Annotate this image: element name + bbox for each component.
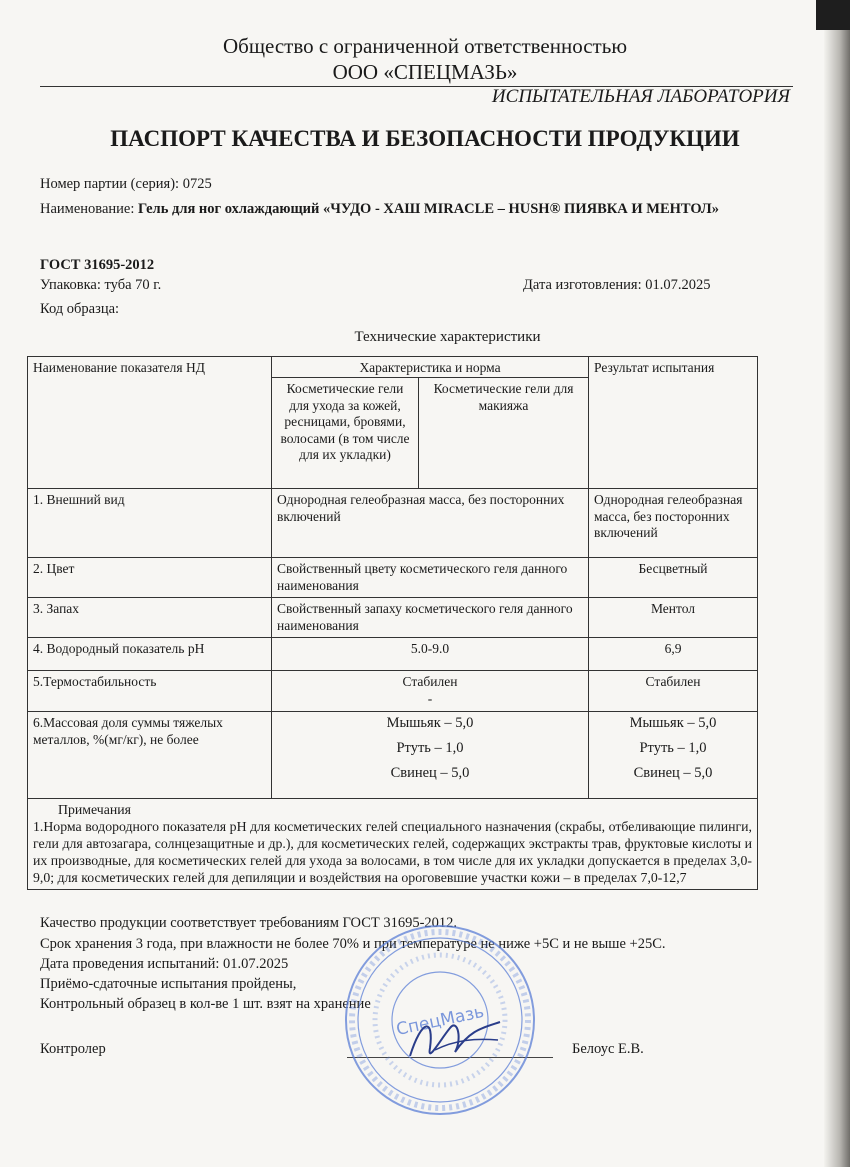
acceptance-tests: Приёмо-сдаточные испытания пройдены,: [40, 976, 297, 992]
row-indicator: 6.Массовая доля суммы тяжелых металлов, %(мг/кг), не более: [28, 712, 272, 799]
result-arsenic: Мышьяк – 5,0: [629, 715, 717, 732]
lab-name: ИСПЫТАТЕЛЬНАЯ ЛАБОРАТОРИЯ: [491, 86, 790, 107]
controller-label: Контролер: [40, 1041, 106, 1057]
norm-lead: Свинец – 5,0: [390, 764, 470, 781]
row-result: Стабилен: [589, 671, 758, 712]
row-result: [589, 712, 758, 799]
table-row: [28, 712, 758, 799]
row-indicator: 1. Внешний вид: [28, 489, 272, 558]
shelf-life: Срок хранения 3 года, при влажности не более 70% и при температуре не ниже +5С и не выше +25С.: [40, 936, 666, 952]
result-mercury: Ртуть – 1,0: [639, 740, 707, 757]
manufacture-date: Дата изготовления: 01.07.2025: [523, 277, 711, 293]
subheader-makeup-gels: Косметические гели для макияжа: [419, 378, 589, 489]
product-name-label: Наименование:: [40, 201, 138, 217]
tech-specs-title: Технические характеристики: [354, 329, 541, 345]
row-norm: Свойственный цвету косметического геля данного наименования: [272, 558, 589, 598]
table-row: [28, 489, 758, 558]
row-result: Бесцветный: [589, 558, 758, 598]
test-date: Дата проведения испытаний: 01.07.2025: [40, 956, 289, 972]
row-norm: Свойственный запаху косметического геля данного наименования: [272, 598, 589, 638]
sample-code: Код образца:: [40, 301, 120, 317]
scan-corner: [816, 0, 850, 30]
row-indicator: 3. Запах: [28, 598, 272, 638]
table-row: [28, 558, 758, 598]
notes-heading: Примечания: [58, 802, 131, 818]
norm-value: Стабилен: [402, 674, 458, 690]
notes-row: [28, 799, 758, 890]
controller-name: Белоус Е.В.: [572, 1041, 644, 1057]
product-name-value: Гель для ног охлаждающий «ЧУДО - ХАШ MIRACLE – HUSH® ПИЯВКА И МЕНТОЛ»: [138, 201, 719, 217]
quality-statement: Качество продукции соответствует требованиям ГОСТ 31695-2012.: [40, 915, 458, 931]
row-result: Однородная гелеобразная масса, без посторонних включений: [589, 489, 758, 558]
control-sample: Контрольный образец в кол-ве 1 шт. взят на хранение: [40, 996, 371, 1012]
scan-edge: [824, 0, 850, 1167]
batch-number: Номер партии (серия): 0725: [40, 176, 212, 192]
header-result: Результат испытания: [589, 357, 758, 489]
packaging: Упаковка: туба 70 г.: [40, 277, 162, 293]
table-header-row: [28, 357, 758, 378]
org-name-line2: ООО «СПЕЦМАЗЬ»: [332, 60, 518, 84]
result-lead: Свинец – 5,0: [633, 764, 713, 781]
row-norm: [272, 712, 589, 799]
header-indicator: Наименование показателя НД: [28, 357, 272, 489]
notes-cell: [28, 799, 758, 890]
row-result: 6,9: [589, 638, 758, 671]
row-indicator: 4. Водородный показатель pH: [28, 638, 272, 671]
subheader-care-gels: Косметические гели для ухода за кожей, ресницами, бровями, волосами (в том числе для их укладки): [272, 378, 419, 489]
row-norm: Однородная гелеобразная масса, без посторонних включений: [272, 489, 589, 558]
table-row: [28, 638, 758, 671]
norm-extra: -: [427, 690, 433, 706]
product-name: [40, 200, 740, 220]
document-title: ПАСПОРТ КАЧЕСТВА И БЕЗОПАСНОСТИ ПРОДУКЦИИ: [110, 126, 740, 151]
header-norm: Характеристика и норма: [272, 357, 589, 378]
notes-text: 1.Норма водородного показателя pH для косметических гелей специального назначения (скрабы, отбеливающие пилинги, гели для автозагара, солнцезащитные и др.), для косметических гелей, содержащих экстракты трав, фруктовые кислоты и их производные, для косметических гелей для ухода за волосами, в том числе для их укладки допускается в пределах 3,0-9,0; для косметических гелей для депиляции и воздействия на ороговевшие участки кожи – в пределах 7,0-12,7: [33, 819, 753, 885]
norm-mercury: Ртуть – 1,0: [396, 740, 464, 757]
specs-table: [27, 356, 758, 890]
row-indicator: 2. Цвет: [28, 558, 272, 598]
controller-signature: [400, 1010, 510, 1070]
table-row: [28, 671, 758, 712]
row-norm: [272, 671, 589, 712]
stamp-center-text: СпецМазь: [394, 1001, 486, 1041]
row-result: Ментол: [589, 598, 758, 638]
table-row: [28, 598, 758, 638]
gost-standard: ГОСТ 31695-2012: [40, 257, 155, 273]
row-indicator: 5.Термостабильность: [28, 671, 272, 712]
norm-arsenic: Мышьяк – 5,0: [386, 715, 474, 732]
row-norm: 5.0-9.0: [272, 638, 589, 671]
org-name-line1: Общество с ограниченной ответственностью: [222, 34, 628, 58]
